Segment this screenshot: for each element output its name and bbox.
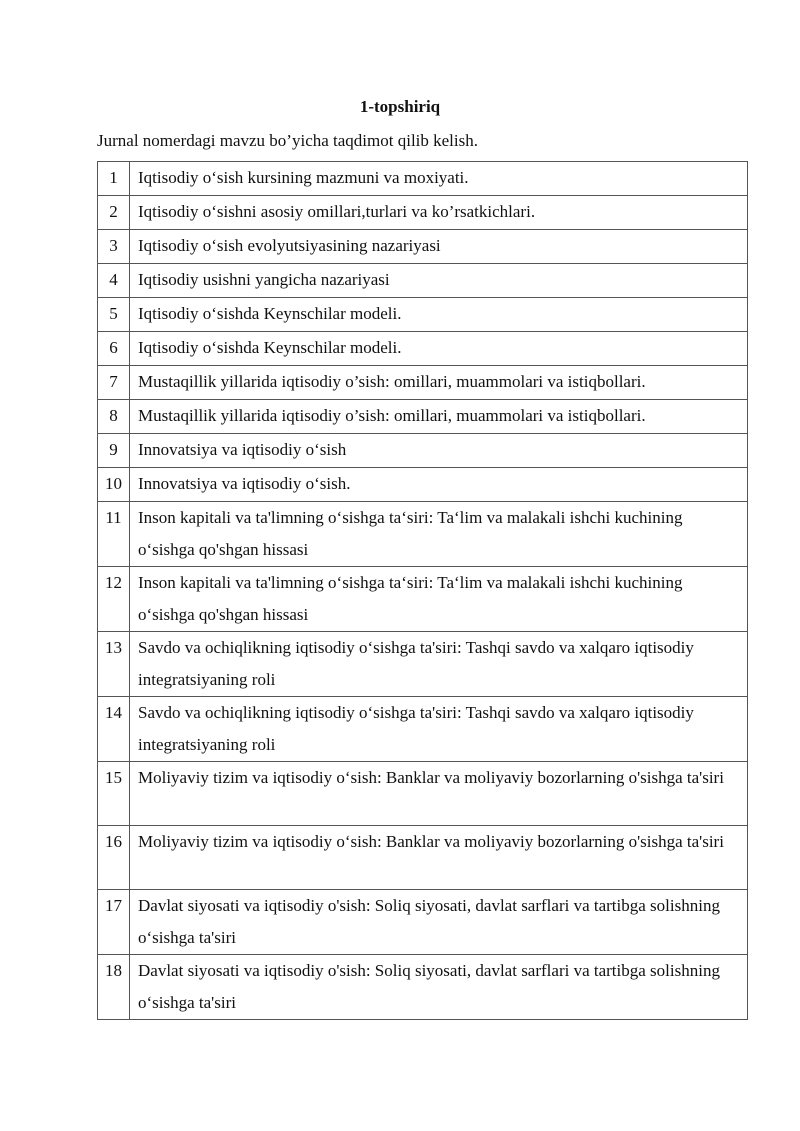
topic-number: 17 bbox=[105, 896, 122, 915]
topic-number: 1 bbox=[109, 168, 118, 187]
topic-number: 6 bbox=[109, 338, 118, 357]
topic-text: Davlat siyosati va iqtisodiy o'sish: Soliq siyosati, davlat sarflari va tartibga solishning o‘sishga ta'siri bbox=[138, 961, 720, 1012]
topic-text-cell bbox=[130, 890, 748, 955]
topic-text: Inson kapitali va ta'limning o‘sishga ta‘siri: Ta‘lim va malakali ishchi kuchining o‘sishga qo'shgan hissasi bbox=[138, 508, 683, 559]
topic-number-cell bbox=[98, 332, 130, 366]
topic-number: 13 bbox=[105, 638, 122, 657]
topic-number-cell bbox=[98, 468, 130, 502]
table-row bbox=[98, 955, 748, 1020]
topic-text-cell bbox=[130, 502, 748, 567]
topic-number-cell bbox=[98, 366, 130, 400]
table-row bbox=[98, 298, 748, 332]
topic-number: 8 bbox=[109, 406, 118, 425]
table-row bbox=[98, 890, 748, 955]
topic-text-cell bbox=[130, 264, 748, 298]
topic-number-cell bbox=[98, 196, 130, 230]
topic-text: Innovatsiya va iqtisodiy o‘sish. bbox=[138, 474, 351, 493]
topic-number-cell bbox=[98, 400, 130, 434]
topic-text: Iqtisodiy o‘sishni asosiy omillari,turlari va ko’rsatkichlari. bbox=[138, 202, 536, 221]
page-title: 1-topshiriq bbox=[359, 97, 441, 116]
topic-text-cell bbox=[130, 955, 748, 1020]
topic-text-cell bbox=[130, 567, 748, 632]
topic-number: 5 bbox=[109, 304, 118, 323]
table-row bbox=[98, 162, 748, 196]
table-row bbox=[98, 400, 748, 434]
topic-text: Savdo va ochiqlikning iqtisodiy o‘sishga ta'siri: Tashqi savdo va xalqaro iqtisodiy integratsiyaning roli bbox=[138, 703, 694, 754]
topic-number: 4 bbox=[109, 270, 118, 289]
topic-text-cell bbox=[130, 366, 748, 400]
topic-text-cell bbox=[130, 400, 748, 434]
topic-text-cell bbox=[130, 762, 748, 826]
topic-number-cell bbox=[98, 502, 130, 567]
topic-number-cell bbox=[98, 632, 130, 697]
topic-text: Iqtisodiy o‘sish kursining mazmuni va moxiyati. bbox=[138, 168, 469, 187]
table-row bbox=[98, 332, 748, 366]
topic-number-cell bbox=[98, 697, 130, 762]
topic-text: Mustaqillik yillarida iqtisodiy o’sish: omillari, muammolari va istiqbollari. bbox=[138, 406, 646, 425]
topic-text: Savdo va ochiqlikning iqtisodiy o‘sishga ta'siri: Tashqi savdo va xalqaro iqtisodiy integratsiyaning roli bbox=[138, 638, 694, 689]
topic-number: 12 bbox=[105, 573, 122, 592]
topic-text: Iqtisodiy o‘sish evolyutsiyasining nazariyasi bbox=[138, 236, 441, 255]
table-row bbox=[98, 468, 748, 502]
topic-text-cell bbox=[130, 632, 748, 697]
topic-text-cell bbox=[130, 434, 748, 468]
topic-text-cell bbox=[130, 162, 748, 196]
topic-text: Mustaqillik yillarida iqtisodiy o’sish: omillari, muammolari va istiqbollari. bbox=[138, 372, 646, 391]
topic-text-cell bbox=[130, 230, 748, 264]
topic-number: 16 bbox=[105, 832, 122, 851]
topic-number: 2 bbox=[109, 202, 118, 221]
table-row bbox=[98, 697, 748, 762]
table-row bbox=[98, 567, 748, 632]
topic-number-cell bbox=[98, 567, 130, 632]
topic-number-cell bbox=[98, 955, 130, 1020]
topic-number-cell bbox=[98, 230, 130, 264]
table-row bbox=[98, 632, 748, 697]
table-row bbox=[98, 366, 748, 400]
topic-text: Moliyaviy tizim va iqtisodiy o‘sish: Banklar va moliyaviy bozorlarning o'sishga ta'siri bbox=[138, 832, 724, 851]
topic-text-cell bbox=[130, 468, 748, 502]
intro-text: Jurnal nomerdagi mavzu bo’yicha taqdimot qilib kelish. bbox=[97, 131, 478, 150]
table-row bbox=[98, 230, 748, 264]
topic-number-cell bbox=[98, 826, 130, 890]
topic-number: 18 bbox=[105, 961, 122, 980]
topic-number: 7 bbox=[109, 372, 118, 391]
topic-text: Davlat siyosati va iqtisodiy o'sish: Soliq siyosati, davlat sarflari va tartibga solishning o‘sishga ta'siri bbox=[138, 896, 720, 947]
topic-number: 10 bbox=[105, 474, 122, 493]
topic-number-cell bbox=[98, 162, 130, 196]
topics-table bbox=[97, 161, 748, 1020]
topic-text: Innovatsiya va iqtisodiy o‘sish bbox=[138, 440, 347, 459]
topic-number: 3 bbox=[109, 236, 118, 255]
table-row bbox=[98, 264, 748, 298]
topic-text-cell bbox=[130, 298, 748, 332]
topic-number-cell bbox=[98, 762, 130, 826]
table-row bbox=[98, 502, 748, 567]
topic-text: Inson kapitali va ta'limning o‘sishga ta‘siri: Ta‘lim va malakali ishchi kuchining o‘sishga qo'shgan hissasi bbox=[138, 573, 683, 624]
topic-number: 15 bbox=[105, 768, 122, 787]
topic-number-cell bbox=[98, 264, 130, 298]
topic-text-cell bbox=[130, 332, 748, 366]
topic-number: 11 bbox=[105, 508, 122, 527]
topic-text: Iqtisodiy o‘sishda Keynschilar modeli. bbox=[138, 304, 402, 323]
topic-text: Iqtisodiy usishni yangicha nazariyasi bbox=[138, 270, 390, 289]
topic-text-cell bbox=[130, 826, 748, 890]
table-row bbox=[98, 762, 748, 826]
topic-text: Moliyaviy tizim va iqtisodiy o‘sish: Banklar va moliyaviy bozorlarning o'sishga ta'siri bbox=[138, 768, 724, 787]
table-row bbox=[98, 196, 748, 230]
topic-number-cell bbox=[98, 434, 130, 468]
topic-number: 9 bbox=[109, 440, 118, 459]
table-row bbox=[98, 434, 748, 468]
topic-number-cell bbox=[98, 890, 130, 955]
topic-number-cell bbox=[98, 298, 130, 332]
topic-text-cell bbox=[130, 196, 748, 230]
table-row bbox=[98, 826, 748, 890]
topic-text-cell bbox=[130, 697, 748, 762]
topic-text: Iqtisodiy o‘sishda Keynschilar modeli. bbox=[138, 338, 402, 357]
topic-number: 14 bbox=[105, 703, 122, 722]
